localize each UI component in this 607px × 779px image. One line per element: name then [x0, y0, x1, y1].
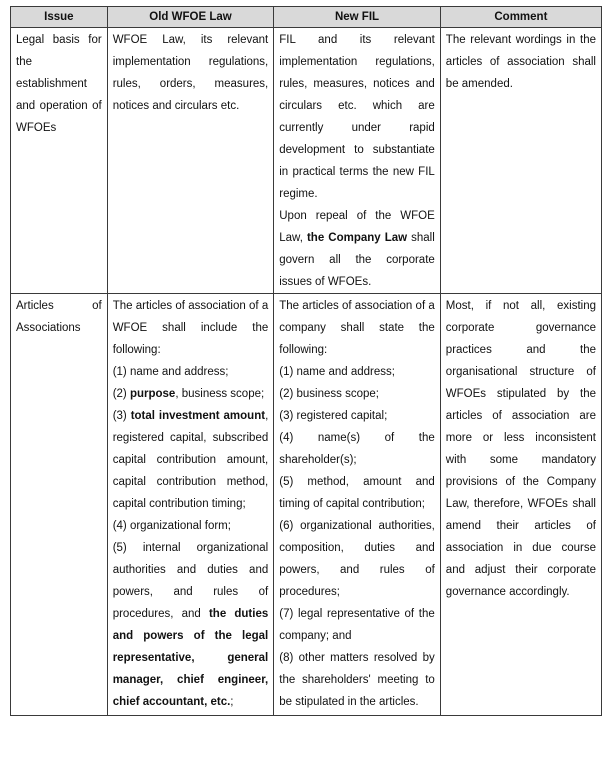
new-fil-item: (6) organizational authorities, composition, duties and powers, and rules of procedures;: [279, 520, 435, 598]
comparison-table: [10, 6, 602, 716]
header-old-wfoe-law: Old WFOE Law: [107, 7, 274, 28]
header-comment: Comment: [440, 7, 601, 28]
new-fil-item: (5) method, amount and timing of capital contribution;: [279, 476, 435, 510]
new-fil-item: (3) registered capital;: [279, 410, 388, 422]
new-fil-text: FIL and its relevant implementation regulations, rules, measures, notices and circulars etc. which are currently under rapid development to substantiate in practical terms the new FIL regime.: [279, 34, 435, 200]
comment-cell: [440, 294, 601, 716]
text-run: (5) internal organizational authorities and duties and powers, and rules of procedures, and: [112, 542, 269, 620]
issue-text: Articles of Associations: [16, 300, 102, 334]
company-law-emphasis: the Company Law: [306, 232, 408, 244]
new-fil-item: (1) name and address;: [279, 366, 395, 378]
text-run: , business scope;: [175, 388, 265, 400]
issue-text: Legal basis for the establishment and operation of WFOEs: [16, 34, 102, 134]
old-law-cell: [107, 294, 274, 716]
table-row: [11, 294, 602, 716]
comment-cell: [440, 28, 601, 294]
old-law-item: (1) name and address;: [112, 366, 229, 378]
header-issue: Issue: [11, 7, 108, 28]
new-fil-item: (8) other matters resolved by the shareholders' meeting to be stipulated in the articles.: [279, 652, 435, 708]
table-row: [11, 28, 602, 294]
old-law-item: [113, 405, 269, 515]
new-fil-text: The articles of association of a company shall state the following:: [279, 300, 435, 356]
old-law-text: WFOE Law, its relevant implementation regulations, rules, orders, measures, notices and circulars etc.: [112, 34, 269, 112]
text-run: shall govern all the corporate issues of WFOEs.: [279, 232, 435, 288]
new-fil-cell: [274, 294, 441, 716]
text-run: (2): [112, 388, 130, 400]
old-law-text: The articles of association of a WFOE shall include the following:: [112, 300, 269, 356]
new-fil-item: (2) business scope;: [279, 388, 379, 400]
comment-text: The relevant wordings in the articles of association shall be amended.: [445, 34, 596, 90]
header-row: [11, 7, 602, 28]
comment-text: Most, if not all, existing corporate governance practices and the organisational structure of WFOEs stipulated by the articles of association are more or less inconsistent with some mandatory provisions of the Company Law, therefore, WFOEs shall amend their articles of association in due course and adjust their corporate governance accordingly.: [445, 300, 596, 598]
new-fil-item: (7) legal representative of the company; and: [279, 608, 435, 642]
old-law-item: (4) organizational form;: [112, 520, 231, 532]
new-fil-cell: [274, 28, 441, 294]
text-run: ;: [230, 696, 234, 708]
new-fil-item: (4) name(s) of the shareholder(s);: [279, 432, 435, 466]
purpose-emphasis: purpose: [129, 388, 176, 400]
old-law-cell: [107, 28, 274, 294]
text-run: (3): [112, 410, 131, 422]
text-run: , registered capital, subscribed capital contribution amount, capital contribution method, capital contribution timing;: [112, 410, 269, 510]
header-new-fil: New FIL: [274, 7, 441, 28]
text-run: Upon repeal of the WFOE Law,: [279, 210, 435, 244]
total-investment-emphasis: total investment amount: [130, 410, 266, 422]
duties-emphasis: the duties and powers of the legal representative, general manager, chief engineer, chief accountant, etc.: [112, 608, 269, 708]
issue-cell: [11, 294, 108, 716]
new-fil-text: [279, 205, 435, 293]
issue-cell: [11, 28, 108, 294]
old-law-item: [113, 537, 269, 713]
old-law-item: [113, 383, 269, 405]
